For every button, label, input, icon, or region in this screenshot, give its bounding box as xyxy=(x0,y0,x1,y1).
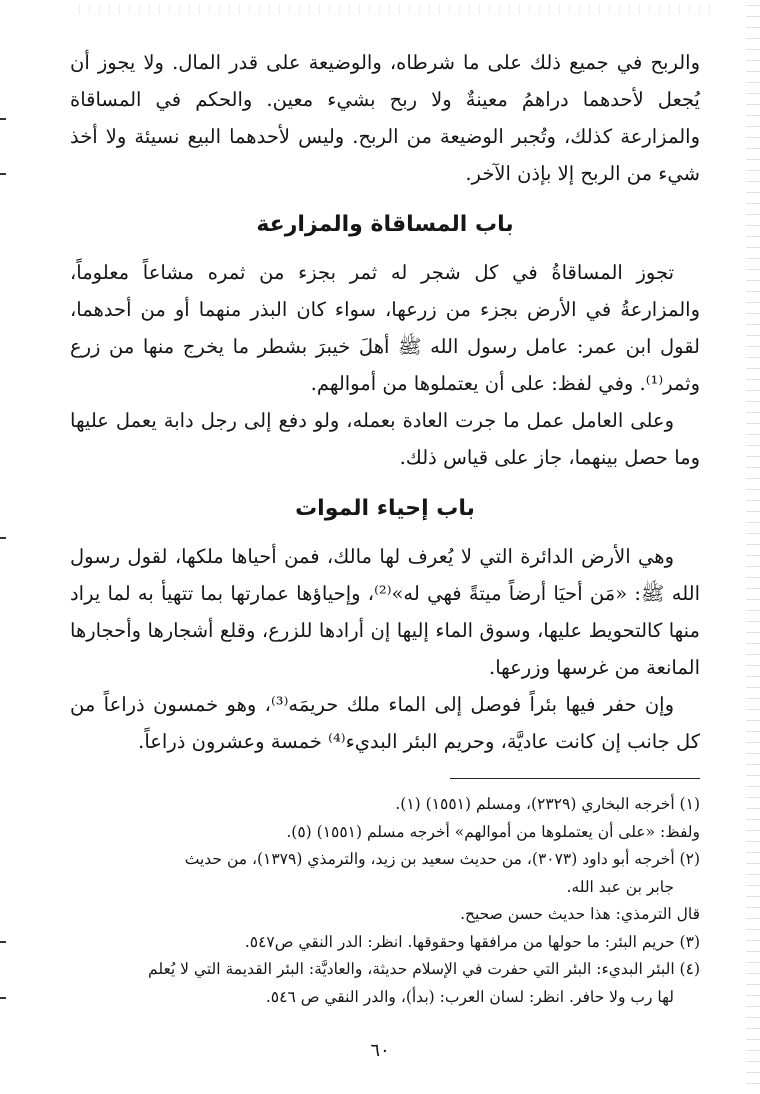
body-paragraph: وهي الأرض الدائرة التي لا يُعرف لها مالك، فمن أحياها ملكها، لقول رسول الله ﷺ: «مَن أحيَا أرضاً ميتةً فهي له»⁽²⁾، وإحياؤها عمارتها بما تتهيأ به لما يراد منها كالتحويط عليها، وسوق الماء إليها إن أرادها للزرع، وقلع أشجارها وأحجارها المانعة من غرسها وزرعها. xyxy=(70,545,701,679)
footnote-line: (٣) حريم البئر: ما حولها من مرافقها وحقوقها. انظر: الدر النقي ص٥٤٧. xyxy=(244,932,700,951)
footnote-line: (١) أخرجه البخاري (٢٣٢٩)، ومسلم (١٥٥١) (١). xyxy=(395,795,700,813)
body-paragraph: تجوز المساقاةُ في كل شجر له ثمر بجزء من ثمره مشاعاً معلوماً، والمزارعةُ في الأرض بجزء من زرعها، سواء كان البذر منهما أو من أحدهما، لقول ابن عمر: عامل رسول الله ﷺ أهلَ خيبرَ بشطر ما يخرج منها من زرع وثمر⁽¹⁾. وفي لفظ: على أن يعتملوها من أموالهم. xyxy=(70,261,700,395)
body-paragraph: وإن حفر فيها بئراً فوصل إلى الماء ملك حريمَه⁽³⁾، وهو خمسون ذراعاً من كل جانب إن كانت عاديَّة، وحريم البئر البديء⁽⁴⁾ خمسة وعشرون ذراعاً. xyxy=(70,693,700,753)
margin-mark xyxy=(0,997,6,999)
body-paragraph: وعلى العامل عمل ما جرت العادة بعمله، ولو دفع إلى رجل دابة يعمل عليها وما حصل بينهما، جاز على قياس ذلك. xyxy=(70,409,700,469)
page-number: ٦٠ xyxy=(370,1040,390,1061)
page-content xyxy=(70,44,700,1011)
footnote-line: (٤) البئر البديء: البئر التي حفرت في الإسلام حديثة، والعاديَّة: البئر القديمة التي لا يُعلم xyxy=(148,960,700,978)
body-paragraph: والربح في جميع ذلك على ما شرطاه، والوضيعة على قدر المال. ولا يجوز أن يُجعل لأحدهما دراهمُ معينةٌ ولا ربح بشيء معين. والحكم في المساقاة والمزارعة كذلك، وتُجبر الوضيعة من الربح. وليس لأحدهما البيع نسيئة ولا أخذ شيء من الربح إلا بإذن الآخر. xyxy=(70,51,700,185)
footnote-separator xyxy=(450,778,700,779)
margin-mark xyxy=(0,173,6,175)
margin-mark xyxy=(0,537,6,539)
page-edge-texture xyxy=(746,0,760,1094)
section-heading: باب المساقاة والمزارعة xyxy=(256,212,514,237)
margin-mark xyxy=(0,118,6,120)
scan-noise xyxy=(70,4,710,14)
footnote-line: جابر بن عبد الله. xyxy=(566,877,674,896)
footnote-line: ولفظ: «على أن يعتملوها من أموالهم» أخرجه مسلم (١٥٥١) (٥). xyxy=(286,822,700,841)
footnotes xyxy=(70,791,700,1011)
section-heading: باب إحياء الموات xyxy=(295,496,475,521)
margin-mark xyxy=(0,941,6,943)
footnote-line: (٢) أخرجه أبو داود (٣٠٧٣)، من حديث سعيد بن زيد، والترمذي (١٣٧٩)، من حديث xyxy=(184,850,700,868)
footnote-line: قال الترمذي: هذا حديث حسن صحيح. xyxy=(460,905,700,923)
footnote-line: لها رب ولا حافر. انظر: لسان العرب: (بدأ)، والدر النقي ص ٥٤٦. xyxy=(265,987,674,1006)
